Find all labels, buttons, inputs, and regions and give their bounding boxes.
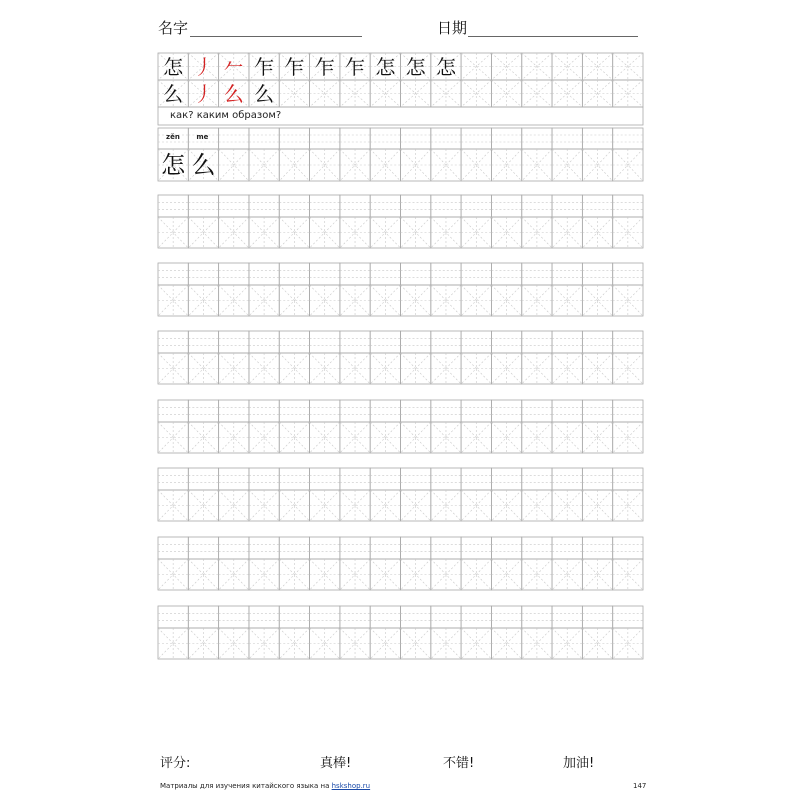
stroke-step-zen: 怎 [375, 54, 396, 79]
pinyin-cell [249, 128, 279, 149]
pinyin-cell [370, 606, 400, 628]
pinyin-cell [582, 331, 612, 353]
pinyin-cell [552, 195, 582, 217]
pinyin-cell [552, 263, 582, 285]
pinyin-cell [219, 331, 249, 353]
word-character: 么 [191, 151, 216, 179]
pinyin-cell [431, 128, 461, 149]
rating-keep-going: 加油! [563, 756, 595, 771]
pinyin-cell [582, 537, 612, 559]
pinyin-cell [249, 195, 279, 217]
pinyin-cell [249, 606, 279, 628]
pinyin-cell [370, 468, 400, 490]
pinyin-cell [188, 331, 218, 353]
pinyin-cell [522, 195, 552, 217]
pinyin-cell [279, 537, 309, 559]
stroke-step-zen: 乍 [314, 54, 335, 79]
pinyin-cell [582, 263, 612, 285]
stroke-step-zen: 乍 [345, 54, 366, 79]
pinyin-cell [158, 400, 188, 422]
pinyin-cell [401, 468, 431, 490]
date-label: 日期 [437, 19, 468, 37]
pinyin-cell [340, 400, 370, 422]
pinyin-cell [310, 606, 340, 628]
pinyin-cell [522, 400, 552, 422]
pinyin-cell [188, 195, 218, 217]
word-meaning: как? каким образом? [170, 110, 282, 121]
pinyin-cell [613, 606, 643, 628]
pinyin-cell [491, 331, 521, 353]
pinyin-cell [461, 128, 491, 149]
pinyin-cell [310, 195, 340, 217]
pinyin-cell [613, 468, 643, 490]
pinyin-cell [279, 263, 309, 285]
name-label: 名字 [158, 19, 189, 37]
pinyin-cell [310, 400, 340, 422]
stroke-step-zen: 𠂉 [223, 54, 244, 79]
pinyin-cell [249, 263, 279, 285]
stroke-step-me: 么 [223, 81, 244, 106]
pinyin-cell [158, 468, 188, 490]
pinyin-cell [582, 195, 612, 217]
pinyin-cell [582, 400, 612, 422]
pinyin-cell [431, 468, 461, 490]
pinyin-cell [401, 128, 431, 149]
pinyin-cell [370, 195, 400, 217]
pinyin-cell [188, 606, 218, 628]
pinyin-cell [340, 128, 370, 149]
pinyin-cell [219, 128, 249, 149]
pinyin-cell [249, 537, 279, 559]
pinyin-cell [613, 400, 643, 422]
stroke-step-zen: 怎 [435, 54, 456, 79]
pinyin-cell [340, 331, 370, 353]
pinyin-cell [461, 468, 491, 490]
pinyin-cell [158, 195, 188, 217]
pinyin-cell [188, 400, 218, 422]
pinyin-cell [219, 263, 249, 285]
pinyin-cell [431, 606, 461, 628]
pinyin-cell [219, 606, 249, 628]
pinyin-cell [279, 400, 309, 422]
pinyin-cell [431, 400, 461, 422]
pinyin-cell [340, 263, 370, 285]
pinyin-cell [522, 606, 552, 628]
pinyin-cell [491, 606, 521, 628]
page-number: 147 [633, 782, 647, 790]
pinyin-cell [370, 128, 400, 149]
pinyin-cell [431, 195, 461, 217]
stroke-step-zen: 乍 [254, 54, 275, 79]
footer-link[interactable]: hskshop.ru [331, 782, 371, 790]
pinyin-cell [613, 331, 643, 353]
pinyin-cell [491, 263, 521, 285]
stroke-step-zen: 乍 [284, 54, 305, 79]
pinyin-cell [582, 128, 612, 149]
pinyin-cell [340, 537, 370, 559]
pinyin-cell [522, 331, 552, 353]
pinyin-cell [401, 263, 431, 285]
pinyin-cell [401, 400, 431, 422]
pinyin-cell [461, 606, 491, 628]
pinyin-cell [401, 195, 431, 217]
stroke-step-zen: 丿 [193, 54, 214, 79]
pinyin-cell [158, 263, 188, 285]
pinyin-cell [613, 195, 643, 217]
pinyin-cell [522, 468, 552, 490]
pinyin-cell [552, 400, 582, 422]
pinyin-cell [491, 195, 521, 217]
pinyin-cell [158, 537, 188, 559]
pinyin-cell [522, 537, 552, 559]
pinyin-label: me [196, 133, 209, 141]
stroke-step-me: 么 [163, 81, 184, 106]
pinyin-cell [279, 606, 309, 628]
pinyin-cell [219, 195, 249, 217]
pinyin-cell [310, 468, 340, 490]
pinyin-cell [370, 263, 400, 285]
pinyin-cell [582, 606, 612, 628]
pinyin-cell [552, 468, 582, 490]
footer-note [160, 782, 370, 790]
pinyin-cell [188, 537, 218, 559]
pinyin-cell [310, 263, 340, 285]
pinyin-cell [219, 400, 249, 422]
pinyin-cell [370, 537, 400, 559]
pinyin-cell [613, 537, 643, 559]
pinyin-cell [491, 400, 521, 422]
pinyin-cell [491, 537, 521, 559]
pinyin-cell [340, 606, 370, 628]
pinyin-cell [370, 331, 400, 353]
pinyin-cell [188, 263, 218, 285]
pinyin-cell [491, 128, 521, 149]
pinyin-cell [522, 263, 552, 285]
pinyin-cell [249, 468, 279, 490]
rating-great: 真棒! [320, 756, 352, 771]
pinyin-cell [613, 128, 643, 149]
pinyin-cell [249, 400, 279, 422]
pinyin-cell [552, 537, 582, 559]
pinyin-cell [219, 468, 249, 490]
stroke-step-zen: 怎 [163, 54, 184, 79]
pinyin-cell [491, 468, 521, 490]
pinyin-cell [461, 263, 491, 285]
stroke-step-me: 丿 [193, 81, 214, 106]
pinyin-cell [461, 195, 491, 217]
stroke-step-zen: 怎 [405, 54, 426, 79]
pinyin-cell [582, 468, 612, 490]
score-label: 评分: [160, 756, 191, 771]
pinyin-cell [431, 537, 461, 559]
pinyin-cell [310, 537, 340, 559]
pinyin-cell [310, 331, 340, 353]
pinyin-cell [158, 331, 188, 353]
pinyin-cell [340, 195, 370, 217]
pinyin-cell [340, 468, 370, 490]
pinyin-cell [219, 537, 249, 559]
pinyin-cell [401, 537, 431, 559]
pinyin-cell [431, 331, 461, 353]
pinyin-cell [552, 331, 582, 353]
pinyin-cell [279, 468, 309, 490]
pinyin-cell [370, 400, 400, 422]
pinyin-cell [279, 331, 309, 353]
pinyin-cell [461, 537, 491, 559]
pinyin-cell [461, 400, 491, 422]
pinyin-cell [552, 606, 582, 628]
rating-good: 不错! [443, 756, 475, 771]
pinyin-cell [279, 128, 309, 149]
stroke-step-me: 么 [254, 81, 275, 106]
pinyin-cell [310, 128, 340, 149]
pinyin-cell [279, 195, 309, 217]
pinyin-cell [401, 606, 431, 628]
pinyin-label: zěn [166, 133, 180, 141]
pinyin-cell [461, 331, 491, 353]
pinyin-cell [522, 128, 552, 149]
pinyin-cell [613, 263, 643, 285]
pinyin-cell [401, 331, 431, 353]
pinyin-cell [188, 468, 218, 490]
footer-note-text: Матриалы для изучения китайского языка на [160, 782, 332, 790]
word-character: 怎 [161, 151, 186, 179]
pinyin-cell [552, 128, 582, 149]
pinyin-cell [431, 263, 461, 285]
pinyin-cell [249, 331, 279, 353]
pinyin-cell [158, 606, 188, 628]
